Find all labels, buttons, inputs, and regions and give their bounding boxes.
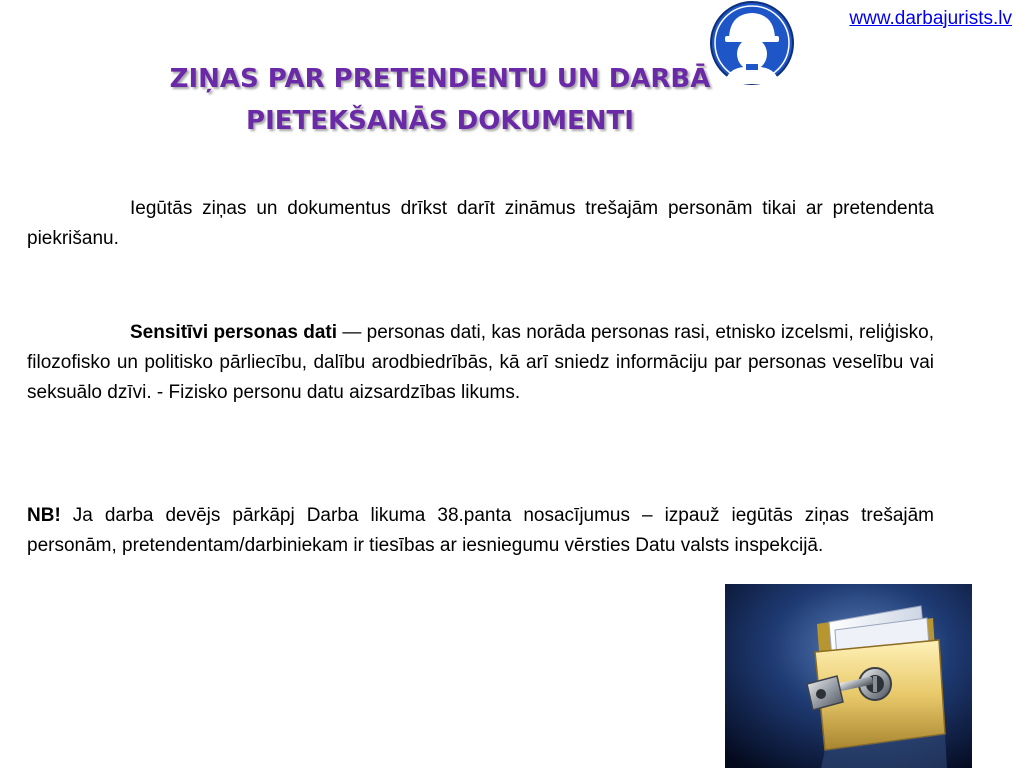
- locked-folder-key-icon: [725, 584, 972, 768]
- title-line-1: ZIŅAS PAR PRETENDENTU UN DARBĀ: [169, 64, 711, 94]
- nb-label: NB!: [27, 505, 61, 526]
- slide-title: [60, 58, 820, 142]
- title-line-2: PIETEKŠANĀS DOKUMENTI: [246, 106, 634, 136]
- nb-note-text: Ja darba devējs pārkāpj Darba likuma 38.panta nosacījumus – izpauž iegūtās ziņas trešajām personām, pretendentam/darbiniekam ir tiesības ar iesniegumu vērsties Datu valsts inspekcijā.: [27, 505, 934, 556]
- sensitive-data-definition: — personas dati, kas norāda personas rasi, etnisko izcelsmi, reliģisko, filozofisko un politisko pārliecību, dalību arodbiedrībās, kā arī sniedz informāciju par personas veselību vai seksuālo dzīvi. - Fizisko personu datu aizsardzības likums.: [27, 322, 934, 403]
- sensitive-data-term: Sensitīvi personas dati: [130, 322, 338, 343]
- paragraph-consent: [27, 194, 934, 254]
- paragraph-nb-note: [27, 501, 934, 561]
- website-link[interactable]: www.darbajurists.lv: [849, 8, 1012, 29]
- paragraph-consent-text: Iegūtās ziņas un dokumentus drīkst darīt zināmus trešajām personām tikai ar pretendenta piekrišanu.: [27, 198, 934, 249]
- paragraph-sensitive-data: [27, 318, 934, 408]
